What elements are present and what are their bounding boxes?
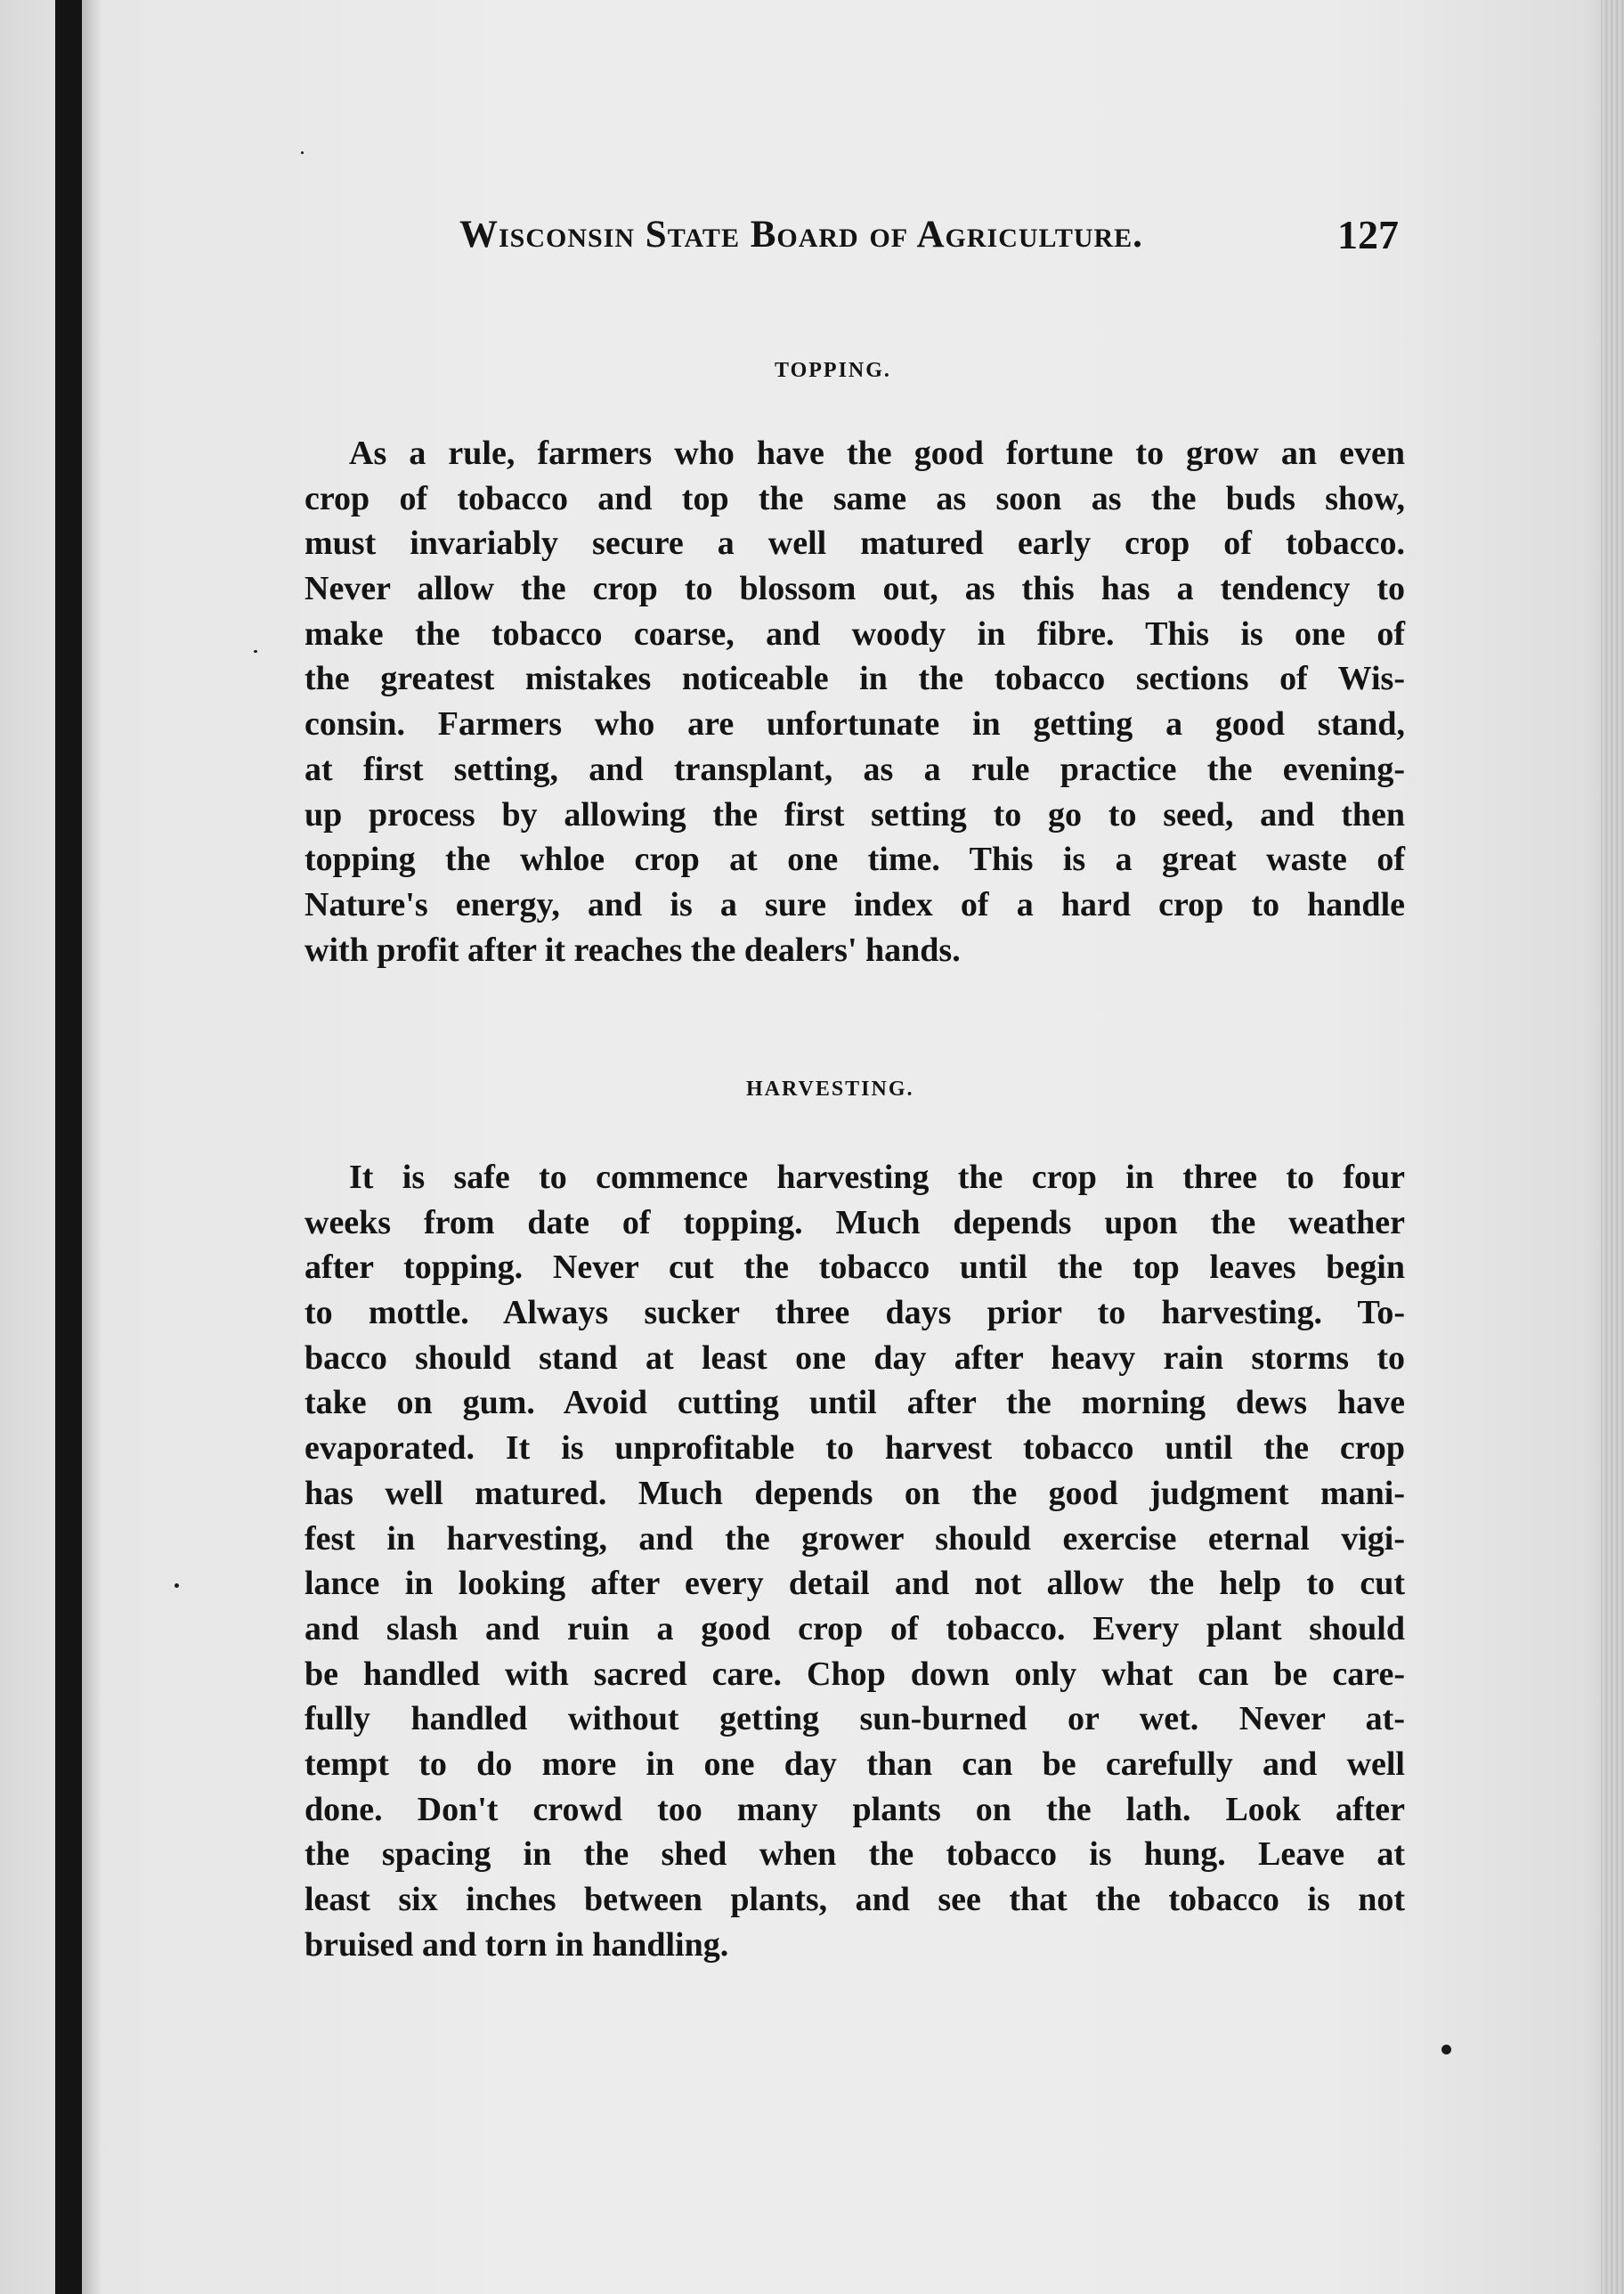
text-line: fest in harvesting, and the grower should exercise eternal vigi-: [304, 1519, 1405, 1558]
text-line: at first setting, and transplant, as a rule practice the evening-: [304, 750, 1405, 788]
text-line: done. Don't crowd too many plants on the lath. Look after: [304, 1790, 1405, 1828]
text-line: consin. Farmers who are unfortunate in getting a good stand,: [304, 705, 1405, 744]
text-line: with profit after it reaches the dealers' hands.: [304, 931, 961, 969]
text-line: bruised and torn in handling.: [304, 1925, 729, 1964]
scan-speck: [175, 1583, 179, 1588]
text-line: to mottle. Always sucker three days prior to harvesting. To-: [304, 1294, 1405, 1332]
text-line: lance in looking after every detail and not allow the help to cut: [304, 1565, 1405, 1603]
text-line: weeks from date of topping. Much depends upon the weather: [304, 1203, 1405, 1241]
binding-shadow: [82, 0, 102, 2294]
page-number: 127: [1337, 212, 1399, 257]
scan-speck: [301, 151, 304, 154]
text-line: least six inches between plants, and see that the tobacco is not: [304, 1881, 1405, 1918]
page-stack-edge: [1601, 0, 1624, 2294]
text-line: has well matured. Much depends on the good judgment mani-: [304, 1474, 1405, 1512]
text-line: As a rule, farmers who have the good fortune to grow an even: [349, 435, 1405, 472]
book-binding-edge: [55, 0, 82, 2294]
text-line: up process by allowing the first setting to go to seed, and then: [304, 795, 1405, 834]
text-line: crop of tobacco and top the same as soon as the buds show,: [304, 479, 1405, 517]
running-head: [459, 207, 1403, 269]
scan-speck: [254, 650, 257, 653]
text-line: make the tobacco coarse, and woody in fibre. This is one of: [304, 614, 1405, 653]
section-heading-harvesting: HARVESTING.: [746, 1078, 914, 1101]
paragraph-topping: [304, 431, 1405, 972]
text-line: the spacing in the shed when the tobacco is hung. Leave at: [304, 1835, 1405, 1874]
text-line: Nature's energy, and is a sure index of a hard crop to handle: [304, 885, 1405, 923]
text-line: fully handled without getting sun-burned or wet. Never at-: [304, 1700, 1405, 1738]
text-line: tempt to do more in one day than can be carefully and well: [304, 1745, 1405, 1783]
text-line: It is safe to commence harvesting the crop in three to four: [349, 1159, 1405, 1196]
text-line: and slash and ruin a good crop of tobacco. Every plant should: [304, 1609, 1405, 1647]
text-line: topping the whloe crop at one time. This is a great waste of: [304, 841, 1405, 879]
text-line: Never allow the crop to blossom out, as this has a tendency to: [304, 570, 1405, 608]
text-line: bacco should stand at least one day after heavy rain storms to: [304, 1338, 1405, 1377]
running-head-title: Wisconsin State Board of Agriculture.: [459, 214, 1143, 256]
paragraph-harvesting: [304, 1155, 1405, 1967]
section-heading-topping: TOPPING.: [775, 359, 891, 382]
text-line: evaporated. It is unprofitable to harvest tobacco until the crop: [304, 1429, 1405, 1468]
text-line: the greatest mistakes noticeable in the tobacco sections of Wis-: [304, 660, 1405, 698]
text-line: must invariably secure a well matured early crop of tobacco.: [304, 525, 1405, 563]
text-line: be handled with sacred care. Chop down only what can be care-: [304, 1655, 1405, 1693]
text-line: take on gum. Avoid cutting until after the morning dews have: [304, 1384, 1405, 1422]
scan-speck: [1441, 2045, 1451, 2054]
text-line: after topping. Never cut the tobacco until the top leaves begin: [304, 1249, 1405, 1287]
